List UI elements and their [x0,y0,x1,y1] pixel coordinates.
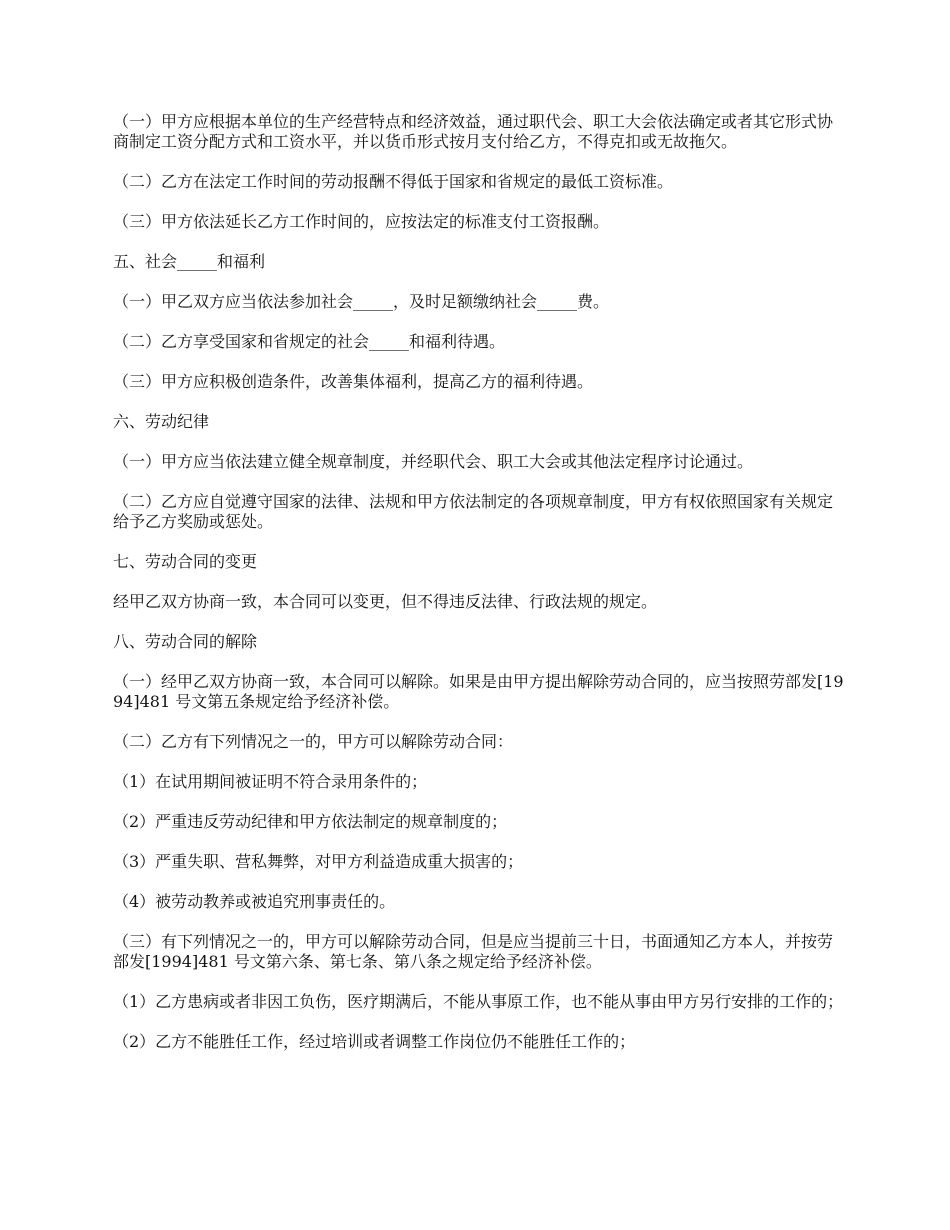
paragraph: （二）乙方有下列情况之一的，甲方可以解除劳动合同： [113,732,514,751]
list-item: （1）乙方患病或者非因工负伤，医疗期满后，不能从事原工作，也不能从事由甲方另行安排的工作的； [113,992,844,1011]
paragraph: （一）经甲乙双方协商一致，本合同可以解除。如果是由甲方提出解除劳动合同的，应当按照劳部发[1994]481 号文第五条规定给予经济补偿。 [113,672,844,711]
paragraph: （三）有下列情况之一的，甲方可以解除劳动合同，但是应当提前三十日，书面通知乙方本人，并按劳部发[1994]481 号文第六条、第七条、第八条之规定给予经济补偿。 [113,932,834,971]
paragraph: （二）乙方享受国家和省规定的社会_____和福利待遇。 [113,332,506,351]
list-item: （4）被劳动教养或被追究刑事责任的。 [113,892,396,911]
section-heading: 六、劳动纪律 [113,412,210,431]
paragraph: （一）甲方应根据本单位的生产经营特点和经济效益，通过职代会、职工大会依法确定或者其它形式协商制定工资分配方式和工资水平，并以货币形式按月支付给乙方，不得克扣或无故拖欠。 [113,112,834,151]
paragraph: （三）甲方依法延长乙方工作时间的，应按法定的标准支付工资报酬。 [113,212,610,231]
list-item: （2）乙方不能胜任工作，经过培训或者调整工作岗位仍不能胜任工作的； [113,1032,636,1051]
paragraph: （三）甲方应积极创造条件，改善集体福利，提高乙方的福利待遇。 [113,372,594,391]
section-heading: 八、劳动合同的解除 [113,632,258,651]
list-item: （3）严重失职、营私舞弊，对甲方利益造成重大损害的； [113,852,524,871]
section-heading: 七、劳动合同的变更 [113,552,258,571]
paragraph: （一）甲方应当依法建立健全规章制度，并经职代会、职工大会或其他法定程序讨论通过。 [113,452,754,471]
list-item: （1）在试用期间被证明不符合录用条件的； [113,772,428,791]
paragraph: 经甲乙双方协商一致，本合同可以变更，但不得违反法律、行政法规的规定。 [113,592,658,611]
paragraph: （二）乙方应自觉遵守国家的法律、法规和甲方依法制定的各项规章制度，甲方有权依照国家有关规定给予乙方奖励或惩处。 [113,492,834,531]
paragraph: （二）乙方在法定工作时间的劳动报酬不得低于国家和省规定的最低工资标准。 [113,172,674,191]
section-heading: 五、社会_____和福利 [113,252,266,271]
document-page [113,112,848,1072]
list-item: （2）严重违反劳动纪律和甲方依法制定的规章制度的； [113,812,508,831]
paragraph: （一）甲乙双方应当依法参加社会_____，及时足额缴纳社会_____费。 [113,292,610,311]
